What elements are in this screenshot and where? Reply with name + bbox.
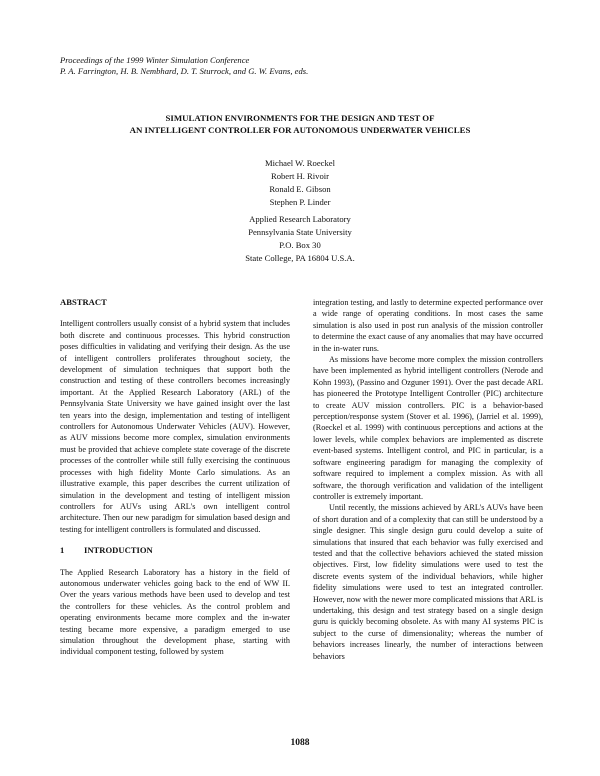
- left-column: [60, 297, 290, 658]
- author: Ronald E. Gibson: [269, 184, 331, 194]
- page-number: 1088: [290, 738, 310, 748]
- section-title: INTRODUCTION: [84, 545, 153, 556]
- affiliation-line: P.O. Box 30: [279, 240, 321, 250]
- introduction-heading: [60, 545, 290, 556]
- author: Stephen P. Linder: [269, 197, 331, 207]
- section-number: 1: [60, 545, 65, 556]
- paper-title: [60, 112, 540, 136]
- proceedings-line-1: Proceedings of the 1999 Winter Simulation Conference: [60, 55, 250, 65]
- proceedings-line-2: P. A. Farrington, H. B. Nembhard, D. T. Sturrock, and G. W. Evans, eds.: [60, 66, 309, 76]
- affiliation-line: State College, PA 16804 U.S.A.: [245, 253, 355, 263]
- title-line-1: SIMULATION ENVIRONMENTS FOR THE DESIGN AND TEST OF: [165, 113, 435, 123]
- proceedings-header: [60, 55, 308, 77]
- author: Michael W. Roeckel: [265, 158, 335, 168]
- author: Robert H. Rivoir: [270, 171, 329, 181]
- intro-paragraph-1-continued: integration testing, and lastly to determine expected performance over a wide range of operating conditions. In most cases the same simulation is also used in post run analysis of the mission controller to determine the exact cause of any anomalies that may have occurred in the in-water runs.: [313, 298, 543, 353]
- abstract-text: Intelligent controllers usually consist of a hybrid system that includes both discrete and continuous processes. This hybrid construction poses difficulties in validating and verifying their design. As the use of intelligent controllers proliferates throughout society, the development of simulation techniques that support both the construction and testing of these controllers becomes increasingly important. At the Applied Research Laboratory (ARL) of the Pennsylvania State University we have gained insight over the last ten years into the design, implementation and testing of intelligent controllers for Autonomous Underwater Vehicles (AUV). However, as AUV missions become more complex, simulation environments must be provided that achieve complete state coverage of the discrete processes of the controller while still fully exercising the continuous processes with high fidelity Monte Carlo simulations. As an illustrative example, this paper describes the current utilization of simulation in the development and testing of intelligent mission controllers for AUVs using ARL's own intelligent control architecture. Then our new paradigm for simulation based design and testing for intelligent controllers is formulated and discussed.: [60, 319, 290, 534]
- intro-paragraph-3: Until recently, the missions achieved by ARL's AUVs have been of short duration and of a complexity that can still be understood by a single designer. This single design guru could develop a suite of simulations that insured that each behavior was fully exercised and tested and that the collective behaviors achieved the stated mission objectives. First, low fidelity simulations were used to test the discrete events system of the individual behaviors, while higher fidelity simulations were used to test an integrated controller. However, now with the newer more complicated missions that ARL is undertaking, this design and test strategy based on a single design guru is quickly becoming obsolete. As with many AI systems PIC is subject to the curse of dimensionality; whereas the number of behaviors increases linearly, the number of interactions between behaviors: [313, 503, 543, 661]
- affiliation-line: Applied Research Laboratory: [249, 214, 351, 224]
- intro-paragraph-2: As missions have become more complex the mission controllers have been implemented as hybrid intelligent controllers (Nerode and Kohn 1993), (Passino and Ozguner 1991). Over the past decade ARL has pioneered the Prototype Intelligent Controller (PIC) architecture to create AUV mission controllers. PIC is a behavior-based perception/response system (Stover et al. 1996), (Jarriel et al. 1999), (Roeckel et al. 1999) with continuous perceptions and actions at the lower levels, while complex behaviors are implemented as discrete event-based systems. Intelligent control, and PIC in particular, is a software engineering paradigm for managing the complexity of software required to implement a complex mission. As with all software, the thorough verification and validation of the intelligent controller is extremely important.: [313, 355, 543, 501]
- author-list: [150, 157, 450, 209]
- title-line-2: AN INTELLIGENT CONTROLLER FOR AUTONOMOUS UNDERWATER VEHICLES: [129, 125, 471, 135]
- intro-paragraph-1: The Applied Research Laboratory has a history in the field of autonomous underwater vehicles going back to the end of WW II. Over the years various methods have been used to develop and test the controllers for these vehicles. As the control problem and operating environments became more complex and the in-water testing became more expensive, a paradigm emerged to use simulation throughout the development phase, starting with individual component testing, followed by system: [60, 567, 290, 657]
- affiliation: [150, 213, 450, 265]
- affiliation-line: Pennsylvania State University: [248, 227, 352, 237]
- right-column: [313, 297, 543, 662]
- abstract-heading: ABSTRACT: [60, 297, 107, 307]
